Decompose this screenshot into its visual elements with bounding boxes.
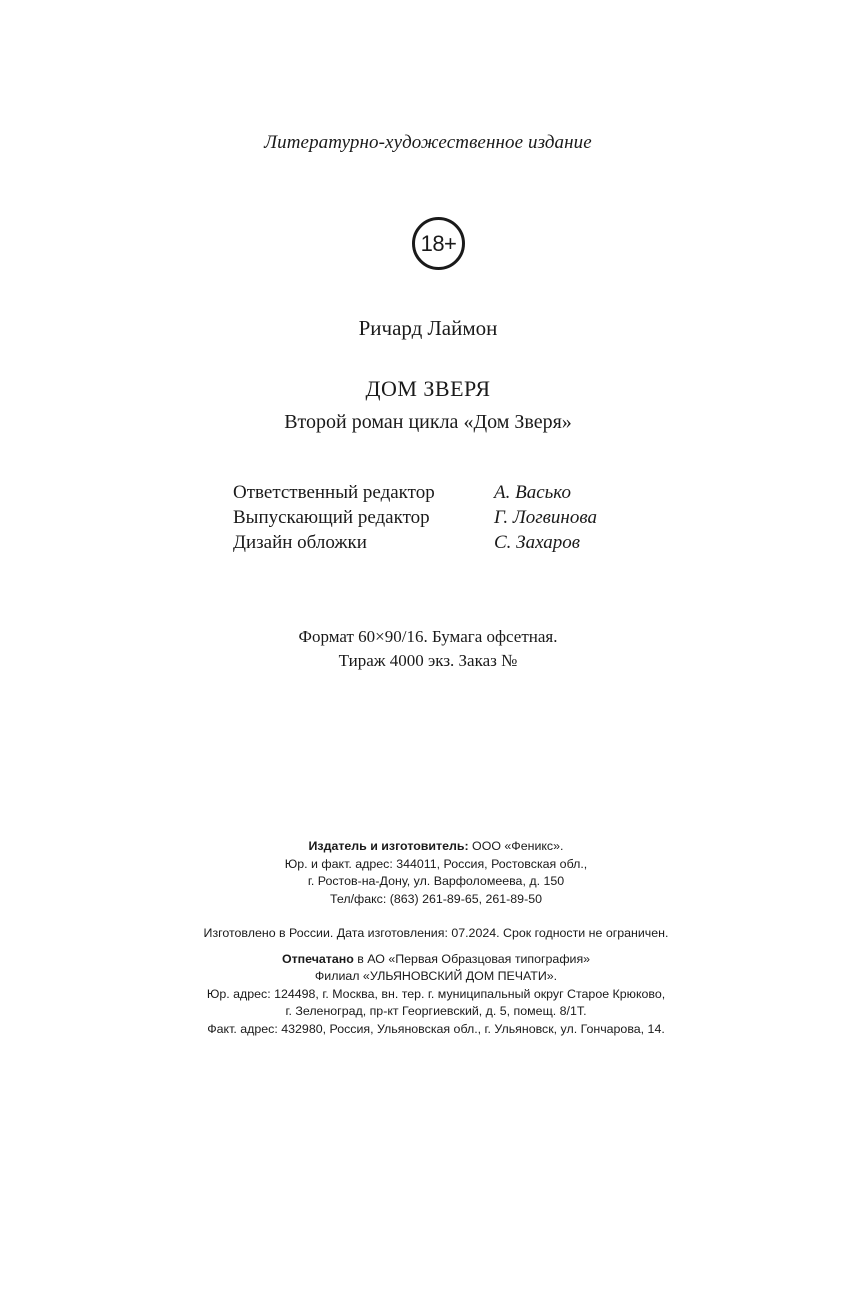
publisher-address-line: г. Ростов-на-Дону, ул. Варфоломеева, д. 150 [307,874,565,888]
credit-person: А. Васько [494,482,571,503]
publisher-address-line: Юр. и факт. адрес: 344011, Россия, Ростовская обл., [284,856,588,871]
credit-row [233,507,653,532]
credit-role: Дизайн обложки [233,532,367,553]
publisher-name: ООО «Феникс». [468,839,564,853]
book-subtitle: Второй роман цикла «Дом Зверя» [284,411,572,433]
actual-address-line: Факт. адрес: 432980, Россия, Ульяновская обл., г. Ульяновск, ул. Гончарова, 14. [207,1021,665,1036]
publisher-label: Издатель и изготовитель: [308,839,469,853]
printed-line [0,951,856,969]
branch-line: Филиал «УЛЬЯНОВСКИЙ ДОМ ПЕЧАТИ». [314,969,558,983]
book-title: ДОМ ЗВЕРЯ [365,376,491,401]
circulation-line: Тираж 4000 экз. Заказ № [338,651,518,670]
credit-row [233,482,653,507]
spacer [0,943,856,951]
credit-role: Ответственный редактор [233,482,435,503]
format-line: Формат 60×90/16. Бумага офсетная. [298,627,558,646]
printed-label: Отпечатано [281,951,354,966]
legal-address-line: г. Зеленоград, пр-кт Георгиевский, д. 5, помещ. 8/1Т. [285,1004,587,1018]
legal-address-line: Юр. адрес: 124498, г. Москва, вн. тер. г. муниципальный округ Старое Крюково, [206,986,666,1001]
publisher-phone: Тел/факс: (863) 261-89-65, 261-89-50 [330,891,542,906]
publisher-line [0,838,856,856]
credit-row [233,532,653,557]
credit-person: С. Захаров [494,532,581,553]
format-info [0,625,856,673]
printed-rest: в АО «Первая Образцовая типография» [353,951,591,966]
edition-type: Литературно-художественное издание [264,132,592,153]
print-block [0,925,856,1038]
publisher-block [0,838,856,908]
age-rating-badge: 18+ [412,217,465,270]
credit-role: Выпускающий редактор [233,507,430,528]
credits-list [233,482,653,557]
credit-person: Г. Логвинова [494,507,597,528]
author-name: Ричард Лаймон [358,316,498,340]
made-in-line: Изготовлено в России. Дата изготовления: 07.2024. Срок годности не ограничен. [203,926,669,940]
